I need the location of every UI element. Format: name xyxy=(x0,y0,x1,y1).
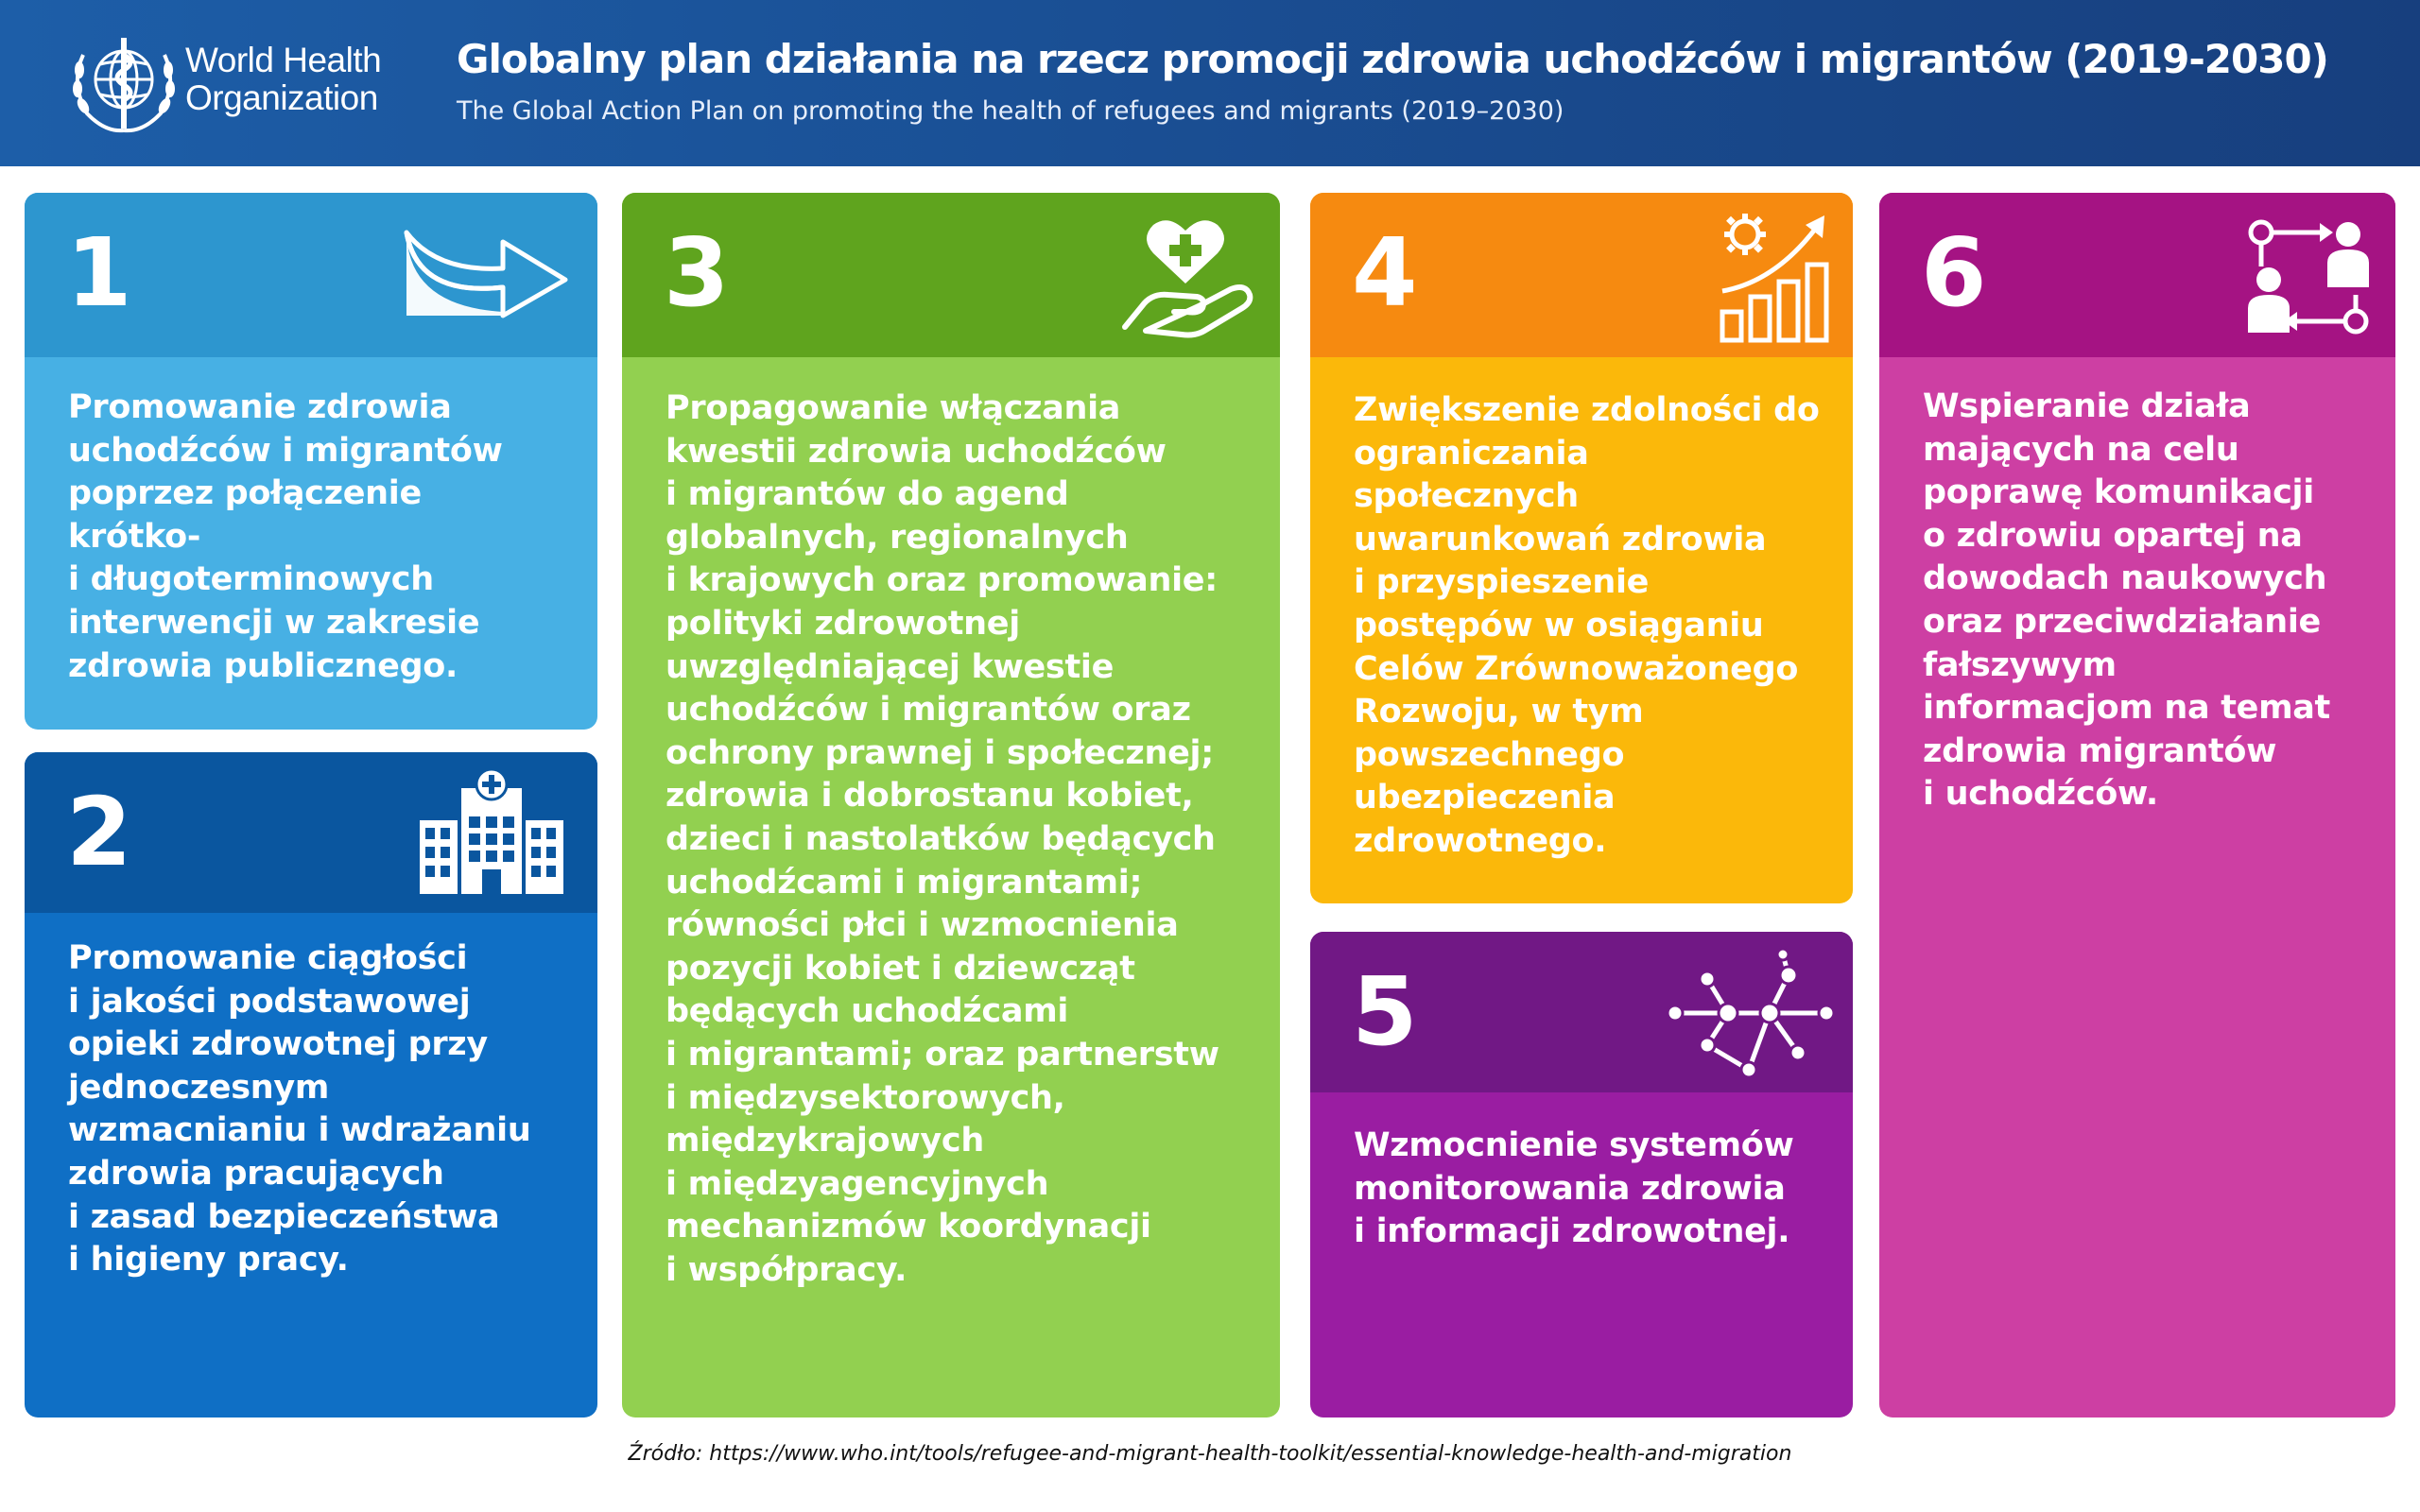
hospital-icon xyxy=(416,767,567,900)
communication-icon xyxy=(2242,214,2375,336)
card-2-text: Promowanie ciągłości i jakości podstawowej opieki zdrowotnej przy jednoczesnym wzmacnianiu i wdrażaniu zdrowia pracujących i zasad bezpieczeństwa i higieny pracy. xyxy=(68,939,531,1280)
card-6-number: 6 xyxy=(1921,217,1987,328)
card-1-number: 1 xyxy=(66,217,132,328)
card-3-number: 3 xyxy=(664,217,730,328)
hand-heart-icon xyxy=(1119,202,1261,344)
card-5-text: Wzmocnienie systemów monitorowania zdrowia i informacji zdrowotnej. xyxy=(1354,1126,1794,1251)
card-4-number: 4 xyxy=(1352,217,1418,328)
card-5 xyxy=(1310,932,1853,1418)
card-4-text: Zwiększenie zdolności do ograniczania społecznych uwarunkowań zdrowia i przyspieszenie postępów w osiąganiu Celów Zrównoważonego Rozwoju, w tym powszechnego ubezpieczenia zdrowotnego. xyxy=(1354,391,1820,860)
card-1 xyxy=(25,193,597,730)
arrow-right-icon xyxy=(399,221,579,335)
logo-line-2: Organization xyxy=(185,78,378,117)
card-3-text: Propagowanie włączania kwestii zdrowia uchodźców i migrantów do agend globalnych, regionalnych i krajowych oraz promowanie: polityki zdrowotnej uwzględniającej kwestie uchodźców i migrantów oraz ochrony prawnej i społecznej; zdrowia i dobrostanu kobiet, dzieci i nastolatków będących uchodźcami i migrantami; równości płci i wzmocnienia pozycji kobiet i dziewcząt będących uchodźcami i migrantami; oraz partnerstw i międzysektorowych, międzykrajowych i międzyagencyjnych mechanizmów koordynacji i współpracy. xyxy=(666,389,1219,1289)
growth-chart-icon xyxy=(1719,206,1832,348)
card-2-number: 2 xyxy=(66,777,132,887)
card-3 xyxy=(622,193,1280,1418)
card-4 xyxy=(1310,193,1853,903)
page-subtitle: The Global Action Plan on promoting the health of refugees and migrants (2019–2030) xyxy=(457,96,1564,126)
card-5-number: 5 xyxy=(1352,956,1418,1067)
card-6 xyxy=(1879,193,2395,1418)
header xyxy=(0,0,2420,166)
card-2 xyxy=(25,752,597,1418)
card-6-text: Wspieranie działa mających na celu poprawę komunikacji o zdrowiu opartej na dowodach naukowych oraz przeciwdziałanie fałszywym informacjom na temat zdrowia migrantów i uchodźców. xyxy=(1923,387,2330,814)
card-1-text: Promowanie zdrowia uchodźców i migrantów poprzez połączenie krótko- i długoterminowych interwencji w zakresie zdrowia publicznego. xyxy=(68,388,503,685)
source-note: Źródło: https://www.who.int/tools/refugee-and-migrant-health-toolkit/essential-knowledge-health-and-migration xyxy=(628,1442,1792,1466)
who-logo-icon xyxy=(62,26,185,140)
logo-line-1: World Health xyxy=(185,41,382,79)
page-title: Globalny plan działania na rzecz promocji zdrowia uchodźców i migrantów (2019-2030) xyxy=(457,36,2328,82)
who-logo-text xyxy=(185,42,381,117)
network-icon xyxy=(1666,947,1836,1079)
